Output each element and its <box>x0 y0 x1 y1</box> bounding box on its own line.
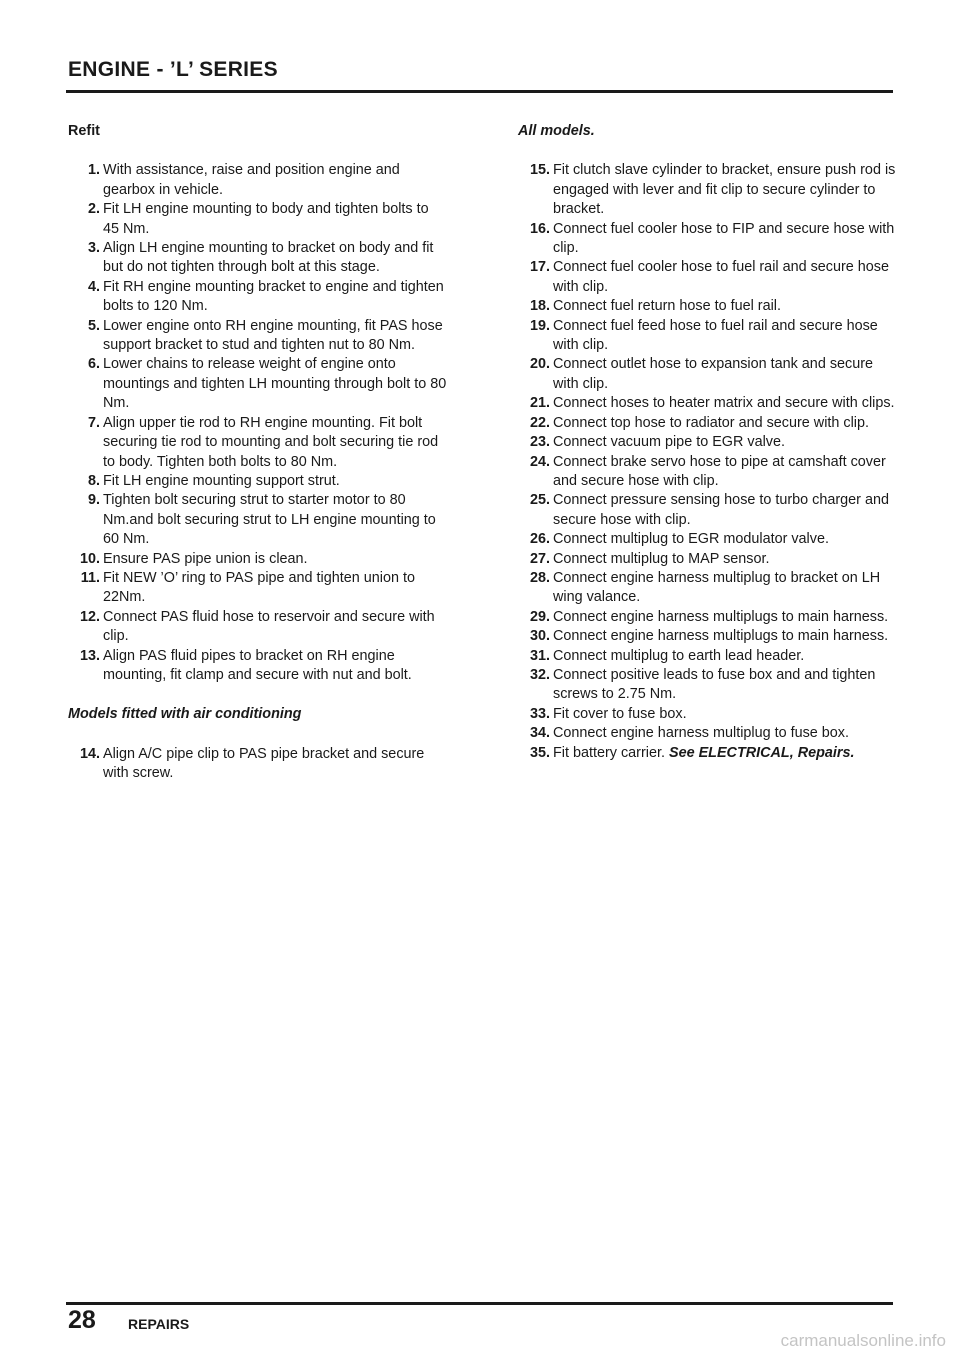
step-number: 28. <box>529 569 550 586</box>
step-text: Fit LH engine mounting to body and tighten bolts to 45 Nm. <box>103 201 429 237</box>
step-number: 1. <box>87 162 100 179</box>
section-heading-air-conditioning: Models fitted with air conditioning <box>68 706 302 723</box>
page-title: ENGINE - ’L’ SERIES <box>68 58 278 81</box>
step-number: 33. <box>529 705 550 722</box>
step-text: Tighten bolt securing strut to starter motor to 80 Nm.and bolt securing strut to LH engine mounting to 60 Nm. <box>103 492 436 548</box>
step-number: 17. <box>529 259 550 276</box>
step-number: 22. <box>529 414 550 431</box>
step-text-main: Fit battery carrier. <box>553 744 665 761</box>
step-item <box>518 550 898 569</box>
step-text: Connect engine harness multiplug to fuse box. <box>553 725 849 742</box>
refit-steps <box>68 161 448 685</box>
step-text: Connect fuel cooler hose to FIP and secure hose with clip. <box>553 220 895 257</box>
step-text: Connect fuel return hose to fuel rail. <box>553 298 781 315</box>
step-item <box>518 608 898 627</box>
step-number: 10. <box>79 550 100 567</box>
step-text: Fit cover to fuse box. <box>553 705 687 722</box>
step-item <box>68 200 448 239</box>
step-item <box>518 394 898 413</box>
step-text: Connect engine harness multiplugs to main harness. <box>553 608 889 625</box>
step-item <box>518 647 898 666</box>
step-number: 20. <box>529 356 550 373</box>
step-number: 13. <box>79 647 100 664</box>
step-item <box>518 530 898 549</box>
step-text: Connect multiplug to EGR modulator valve. <box>553 531 829 548</box>
step-number: 14. <box>79 745 100 762</box>
step-number: 6. <box>87 356 100 373</box>
step-number: 5. <box>87 317 100 334</box>
step-item <box>68 317 448 356</box>
left-column <box>68 122 448 784</box>
step-text: Lower engine onto RH engine mounting, fit PAS hose support bracket to stud and tighten nut to 80 Nm. <box>103 317 443 354</box>
step-item <box>518 627 898 646</box>
step-item <box>518 724 898 743</box>
step-text: Align A/C pipe clip to PAS pipe bracket and secure with screw. <box>103 745 425 782</box>
footer-section-label: REPAIRS <box>128 1316 190 1332</box>
step-text: Align PAS fluid pipes to bracket on RH engine mounting, fit clamp and secure with nut and bolt. <box>103 647 412 683</box>
step-text: Connect multiplug to earth lead header. <box>553 647 805 664</box>
step-number: 30. <box>529 628 550 645</box>
page-number: 28 <box>68 1306 96 1334</box>
step-text: Connect outlet hose to expansion tank and secure with clip. <box>553 356 874 392</box>
air-conditioning-steps <box>68 745 448 784</box>
watermark: carmanualsonline.info <box>780 1331 946 1350</box>
step-number: 4. <box>87 278 100 295</box>
step-text: Connect vacuum pipe to EGR valve. <box>553 434 785 451</box>
step-item <box>68 355 448 413</box>
step-item <box>68 491 448 549</box>
step-number: 18. <box>529 298 550 315</box>
step-number: 35. <box>529 744 550 761</box>
step-item <box>518 433 898 452</box>
step-number: 26. <box>529 531 550 548</box>
step-text: Connect fuel cooler hose to fuel rail and secure hose with clip. <box>553 259 889 295</box>
step-text: With assistance, raise and position engine and gearbox in vehicle. <box>103 162 400 198</box>
step-item <box>518 297 898 316</box>
step-number: 23. <box>529 434 550 451</box>
step-text: Fit RH engine mounting bracket to engine and tighten bolts to 120 Nm. <box>103 278 444 315</box>
all-models-steps <box>518 161 898 743</box>
footer-rule <box>66 1302 893 1305</box>
step-text: Align upper tie rod to RH engine mounting. Fit bolt securing tie rod to mounting and bolt securing tie rod to body. Tighten both bolts to 80 Nm. <box>103 414 439 470</box>
step-number: 12. <box>79 608 100 625</box>
step-text: Connect brake servo hose to pipe at camshaft cover and secure hose with clip. <box>553 453 886 489</box>
step-item <box>68 239 448 278</box>
step-text: Connect fuel feed hose to fuel rail and secure hose with clip. <box>553 317 878 354</box>
step-item <box>68 569 448 608</box>
step-item <box>518 666 898 705</box>
step-text: Fit clutch slave cylinder to bracket, ensure push rod is engaged with lever and fit clip to secure cylinder to bracket. <box>553 162 896 218</box>
step-item <box>68 608 448 647</box>
cross-reference-link[interactable]: See ELECTRICAL, Repairs. <box>668 744 855 761</box>
step-item <box>68 414 448 472</box>
step-number: 19. <box>529 317 550 334</box>
step-item <box>518 453 898 492</box>
step-number: 9. <box>87 492 100 509</box>
step-item <box>518 317 898 356</box>
step-item <box>518 705 898 724</box>
step-number: 3. <box>87 240 100 257</box>
step-item <box>518 220 898 259</box>
step-text: Connect engine harness multiplug to bracket on LH wing valance. <box>553 569 881 606</box>
step-number: 29. <box>529 608 550 625</box>
step-item <box>518 744 898 763</box>
step-text: Fit NEW ’O’ ring to PAS pipe and tighten union to 22Nm. <box>103 569 415 606</box>
step-item <box>68 647 448 686</box>
step-item <box>68 278 448 317</box>
step-text: Fit LH engine mounting support strut. <box>103 472 340 489</box>
step-item <box>68 745 448 784</box>
step-number: 32. <box>529 666 550 683</box>
step-item <box>518 414 898 433</box>
step-text: Connect positive leads to fuse box and and tighten screws to 2.75 Nm. <box>553 666 876 703</box>
step-number: 21. <box>529 395 550 412</box>
step-number: 11. <box>80 569 100 586</box>
step-number: 24. <box>529 453 550 470</box>
step-item <box>518 491 898 530</box>
step-text: Connect multiplug to MAP sensor. <box>553 550 770 567</box>
step-text: Connect PAS fluid hose to reservoir and secure with clip. <box>103 608 435 645</box>
step-number: 27. <box>529 550 550 567</box>
step-item <box>68 550 448 569</box>
section-heading-refit: Refit <box>68 123 100 139</box>
step-item <box>68 161 448 200</box>
step-text <box>553 744 898 763</box>
step-text: Lower chains to release weight of engine onto mountings and tighten LH mounting through bolt to 80 Nm. <box>103 356 447 412</box>
step-number: 7. <box>87 414 100 431</box>
step-item <box>518 258 898 297</box>
step-number: 8. <box>87 472 100 489</box>
step-item <box>518 161 898 219</box>
step-item <box>518 569 898 608</box>
step-number: 16. <box>529 220 550 237</box>
step-text: Connect hoses to heater matrix and secure with clips. <box>553 395 895 412</box>
header-rule <box>66 90 893 93</box>
step-text: Connect pressure sensing hose to turbo charger and secure hose with clip. <box>553 492 889 528</box>
step-text: Align LH engine mounting to bracket on body and fit but do not tighten through bolt at this stage. <box>103 240 434 276</box>
right-column <box>518 122 898 763</box>
section-heading-all-models: All models. <box>518 123 595 139</box>
step-item <box>518 355 898 394</box>
step-number: 15. <box>529 162 550 179</box>
step-number: 31. <box>529 647 550 664</box>
step-number: 34. <box>529 725 550 742</box>
step-number: 25. <box>529 492 550 509</box>
step-text: Ensure PAS pipe union is clean. <box>103 550 308 567</box>
step-text: Connect top hose to radiator and secure with clip. <box>553 414 869 431</box>
step-item <box>68 472 448 491</box>
step-number: 2. <box>87 201 100 218</box>
step-text: Connect engine harness multiplugs to main harness. <box>553 628 889 645</box>
